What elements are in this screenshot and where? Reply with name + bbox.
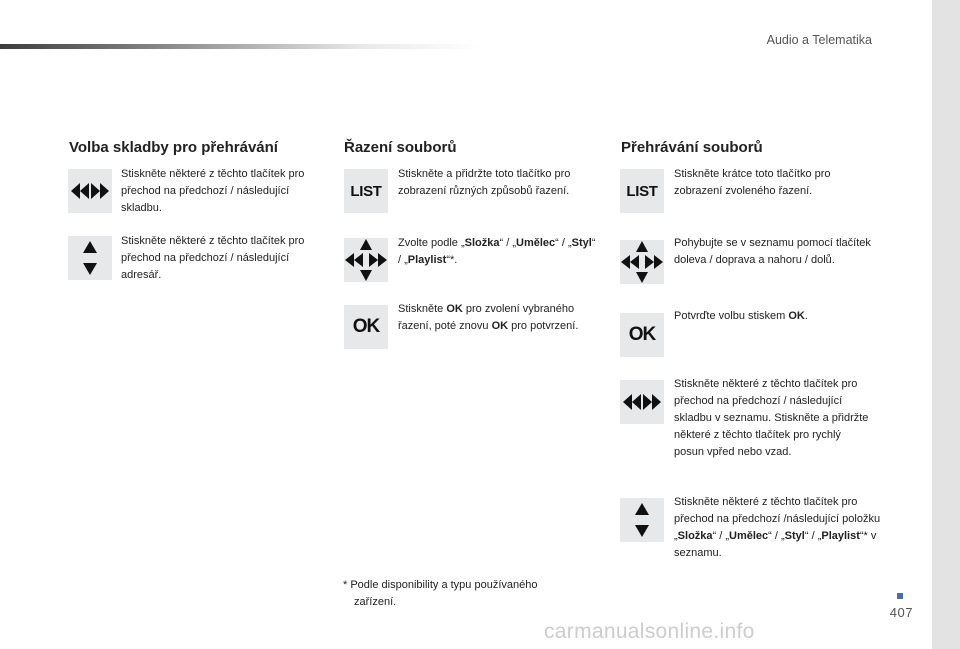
footnote-line-2: zařízení. — [354, 596, 397, 608]
description: Stiskněte některé z těchto tlačítek pro přechod na předchozí /následující položku „Složka“ / „Umělec“ / „Styl“ / „Playlist“* v seznamu. — [674, 496, 881, 559]
column-title-track-selection: Volba skladby pro přehrávání — [69, 139, 278, 156]
description: Stiskněte krátce toto tlačítko pro zobrazení zvoleného řazení. — [674, 168, 831, 197]
description: Potvrďte volbu stiskem OK. — [674, 310, 808, 322]
section-title: Audio a Telematika — [766, 33, 872, 47]
watermark: carmanualsonline.info — [544, 620, 755, 643]
column-title-file-sorting: Řazení souborů — [344, 139, 457, 156]
up-down-arrows-icon — [620, 498, 664, 542]
four-way-arrows-icon — [344, 238, 388, 282]
list-button — [344, 169, 388, 213]
left-right-arrows-icon — [620, 380, 664, 424]
left-right-arrows-icon — [68, 169, 112, 213]
list-button-label: LIST — [626, 182, 658, 200]
four-way-arrows-icon — [620, 240, 664, 284]
description: Zvolte podle „Složka“ / „Umělec“ / „Styl“ / „Playlist“*. — [398, 237, 596, 266]
list-button — [620, 169, 664, 213]
description: Stiskněte a přidržte toto tlačítko pro zobrazení různých způsobů řazení. — [398, 168, 571, 197]
list-button-label: LIST — [350, 182, 382, 200]
column-title-file-playback: Přehrávání souborů — [621, 139, 763, 156]
description: Stiskněte některé z těchto tlačítek pro přechod na předchozí / následující adresář. — [121, 235, 305, 281]
up-down-arrows-icon — [68, 236, 112, 280]
description: Stiskněte některé z těchto tlačítek pro přechod na předchozí / následující skladbu v seznamu. Stiskněte a přidržte některé z těchto tlačítek pro rychlý posun vpřed nebo vzad. — [674, 378, 869, 458]
ok-button-label: OK — [628, 324, 656, 345]
description: Stiskněte některé z těchto tlačítek pro přechod na předchozí / následující skladbu. — [121, 168, 305, 214]
ok-button — [344, 305, 388, 349]
header-gradient-bar — [0, 44, 480, 49]
footnote — [343, 577, 603, 611]
footnote-line-1: * Podle disponibility a typu používaného — [343, 579, 538, 591]
page-marker — [897, 593, 903, 599]
description: Stiskněte OK pro zvolení vybraného řazení, poté znovu OK pro potvrzení. — [398, 303, 579, 332]
ok-button-label: OK — [352, 316, 380, 337]
page-number: 407 — [889, 605, 913, 620]
page-edge-bar — [932, 0, 960, 649]
ok-button — [620, 313, 664, 357]
description: Pohybujte se v seznamu pomocí tlačítek doleva / doprava a nahoru / dolů. — [674, 237, 871, 266]
